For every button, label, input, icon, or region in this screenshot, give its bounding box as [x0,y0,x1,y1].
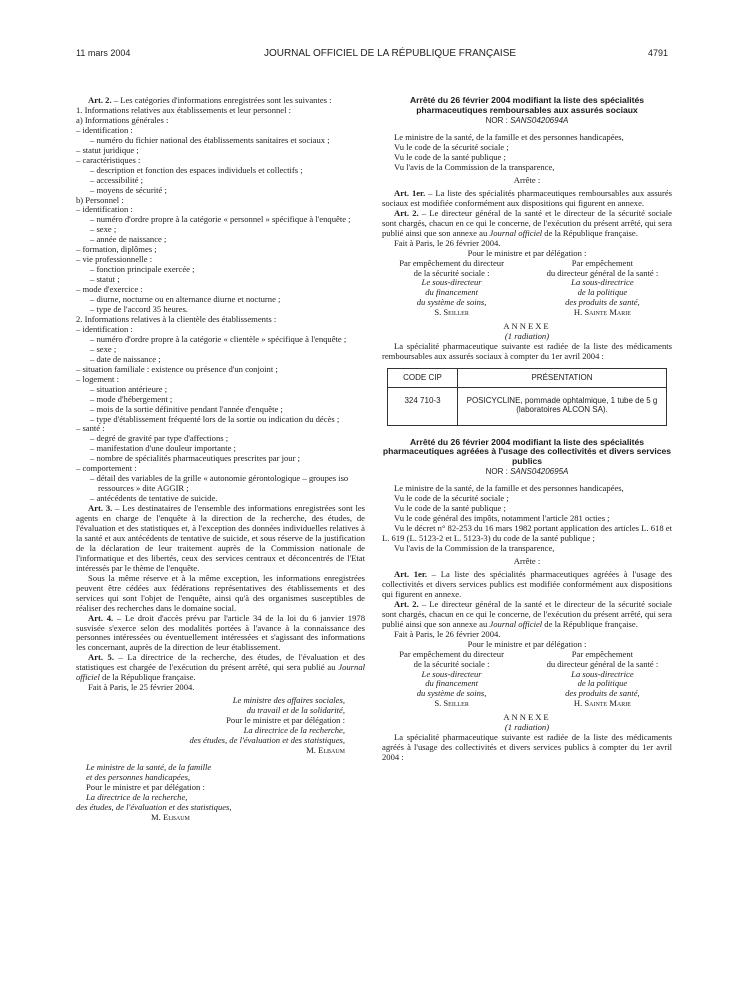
signature-right: Par empêchement du directeur général de la santé : La sous-directrice de la politique des produits de santé, H. Sainte Marie [546,648,659,709]
list-item: 1. Informations relatives aux établissements et leur personnel : [76,104,292,115]
arrete-1-nor: NOR : SANS0420694A [485,116,569,126]
arrete-2-arrete: Arrête : [513,556,541,567]
list-item: – année de naissance ; [90,234,167,245]
arrete-1-arrete: Arrête : [513,174,541,185]
arrete-1-vu-1: Vu le code de la sécurité sociale ; [394,142,509,153]
table-header-code: CODE CIP [388,369,458,388]
list-item: – sexe ; [90,224,117,235]
signature-delegation-2: Pour le ministre et par délégation : [86,781,205,792]
header-page-number: 4791 [647,48,668,58]
list-item: – type de l'accord 35 heures. [90,304,188,315]
list-item: – antécédents de tentative de suicide. [90,493,218,504]
list-item: – logement : [76,373,119,384]
list-item: – numéro d'ordre propre à la catégorie « personnel » spécifique à l'enquête ; [90,214,351,225]
signature-left: Par empêchement du directeur de la sécurité sociale : Le sous-directeur du financement du système de soins, S. Seiller [399,257,504,318]
list-item: – vie professionnelle : [76,254,153,265]
table-header-row [388,369,667,388]
journal-officiel-ref: Journal officiel [76,662,365,683]
list-item: – situation familiale : existence ou présence d'un conjoint ; [76,363,278,374]
table-cell-presentation: POSICYCLINE, pommade ophtalmique, 1 tube de 5 g (laboratoires ALCON SA). [458,387,667,425]
article-label: Art. 4. [88,612,114,623]
list-item: – caractéristiques : [76,154,141,165]
right-column [382,96,672,763]
list-item: – comportement : [76,463,137,474]
arrete-2-annexe-heading: ANNEXE [503,712,551,723]
list-item: – santé : [76,423,105,434]
table-cell-code: 324 710-3 [388,387,458,425]
article-text: – Les catégories d'informations enregistrées sont les suivantes : [111,95,332,105]
list-item: – manifestation d'une douleur importante ; [90,443,236,454]
arrete-2-title: Arrêté du 26 février 2004 modifiant la liste des spécialités pharmaceutiques agréées à l'usage des collectivités et divers services publics [382,436,672,466]
arrete-1-radiation: (1 radiation) [504,331,550,342]
list-item: – numéro du fichier national des établissements sanitaires et sociaux ; [90,134,330,145]
article-text: – Les destinataires de l'ensemble des informations enregistrées sont les agents en charge de l'enquête à la direction de la recherche, des études, de l'évaluation et des statistiques et, à l'exception des données individuelles relatives à la santé et aux antécédents de tentative de suicide, et sous réserve de la justification de la déclaration de leur traitement auprès de la Commission nationale de l'informatique et des libertés, ceux des services centraux et déconcentrés de l'Etat intéressés par le thème de l'enquête. [76,503,365,573]
list-item: – type d'établissement fréquenté lors de la sortie ou indication du décès ; [90,413,340,424]
list-item: – date de naissance ; [90,353,161,364]
arrete-2-signatures [382,650,672,710]
arrete-2-annexe-text: La spécialité pharmaceutique suivante est radiée de la liste des médicaments agréés à l'usage des collectivités et divers services publics à compter du 1er avril 2004 : [382,732,672,763]
arrete-1-art1: Art. 1er. – La liste des spécialités pharmaceutiques remboursables aux assurés sociaux est modifiée conformément aux dispositions qui figurent en annexe. [382,187,672,208]
list-item: – situation antérieure ; [90,383,168,394]
list-item: – numéro d'ordre propre à la catégorie « clientèle » spécifique à l'enquête ; [90,333,347,344]
arrete-1-intro: Le ministre de la santé, de la famille et des personnes handicapées, [394,132,624,143]
list-item: – diurne, nocturne ou en alternance diurne et nocturne ; [90,294,281,305]
signature-name: M. Elbaum [306,744,345,755]
signature-minister-title-2: Le ministre de la santé, de la famille et des personnes handicapées, [86,761,212,782]
radiation-table [387,368,667,426]
arrete-1-annexe-text: La spécialité pharmaceutique suivante est radiée de la liste des médicaments remboursables aux assurés sociaux à compter du 1er avril 2004 : [382,341,672,362]
signature-left: Par empêchement du directeur de la sécurité sociale : Le sous-directeur du financement du système de soins, S. Seiller [399,648,504,709]
article-text: – La directrice de la recherche, des études, de l'évaluation et des statistiques est chargée de l'exécution du présent arrêté, qui sera publié au [76,652,365,673]
list-item: – identification : [76,124,133,135]
fait-a-paris: Fait à Paris, le 25 février 2004. [88,682,195,693]
list-item: – moyens de sécurité ; [90,184,167,195]
list-item: – fonction principale exercée ; [90,264,195,275]
list-item: – statut juridique ; [76,144,139,155]
article-5-paragraph [76,653,365,683]
arrete-1-art2: Art. 2. – Le directeur général de la santé et le directeur de la sécurité sociale sont chargés, chacun en ce qui le concerne, de l'exécution du présent arrêté, qui sera publié ainsi que son annexe au Journal officiel de la République française. [382,207,672,238]
list-item: – formation, diplômes ; [76,244,157,255]
article-text: – Le droit d'accès prévu par l'article 34 de la loi du 6 janvier 1978 susvisée s'exerce selon des modalités portées à l'avance à la connaissance des personnes intéressées ou éventuellement intéressées et s'agissant des informations les concernant, auprès de la direction de leur établissement. [76,612,365,653]
header-date: 11 mars 2004 [76,48,131,58]
arrete-2-nor: NOR : SANS0420695A [485,467,569,477]
list-item: – identification : [76,323,133,334]
article-label: Art. 5. [88,652,114,663]
list-item: 2. Informations relatives à la clientèle des établissements : [76,313,277,324]
arrete-2-intro: Le ministre de la santé, de la famille et des personnes handicapées, [394,483,624,494]
list-item: – description et fonction des espaces individuels et collectifs ; [90,164,303,175]
list-item: – mode d'hébergement ; [90,393,173,404]
arrete-2-radiation: (1 radiation) [504,722,550,733]
arrete-2-art2: Art. 2. – Le directeur général de la santé et le directeur de la sécurité sociale sont chargés, chacun en ce qui le concerne, de l'exécution du présent arrêté, qui sera publié ainsi que son annexe au Journal officiel de la République française. [382,598,672,629]
arrete-2-vu-5: Vu l'avis de la Commission de la transparence, [394,543,555,554]
list-item: – accessibilité ; [90,174,143,185]
list-item: – mois de la sortie définitive pendant l'année d'enquête ; [90,403,283,414]
article-3-paragraph-2: Sous la même réserve et à la même exception, les informations enregistrées peuvent être cédées aux fédérations représentatives des établissements et des services qui sont l'objet de l'enquête, ainsi qu'à des organismes susceptibles de réaliser des recherches dans le domaine social. [76,572,365,613]
categories-list [76,106,365,504]
article-text: de la République française. [99,672,196,683]
article-4-paragraph [76,614,365,654]
article-label: Art. 2. [88,95,112,105]
signature-delegation: Pour le ministre et par délégation : [226,715,345,726]
list-item: – sexe ; [90,343,117,354]
arrete-2-delegation: Pour le ministre et par délégation : [467,638,587,649]
list-item: – identification : [76,204,133,215]
arrete-2-fait: Fait à Paris, le 26 février 2004. [394,628,501,639]
arrete-1-vu-3: Vu l'avis de la Commission de la transparence, [394,162,555,172]
header-journal-title: JOURNAL OFFICIEL DE LA RÉPUBLIQUE FRANÇAISE [263,48,517,59]
list-item: – degré de gravité par type d'affections ; [90,433,229,444]
signature-name-2: M. Elbaum [151,811,190,822]
signature-minister-title: Le ministre des affaires sociales, du travail et de la solidarité, [232,695,345,716]
arrete-1-fait: Fait à Paris, le 26 février 2004. [394,237,501,248]
list-item: – statut ; [90,274,120,285]
list-item: b) Personnel : [76,194,124,205]
list-item: – détail des variables de la grille « autonomie gérontologique – groupes iso ressources » dite AGGIR ; [90,473,349,494]
signature-right: Par empêchement du directeur général de la santé : La sous-directrice de la politique des produits de santé, H. Sainte Marie [546,257,659,318]
arrete-2-vu-2: Vu le code de la santé publique ; [394,503,506,514]
arrete-1-vu-2: Vu le code de la santé publique ; [394,152,506,163]
arrete-1-title: Arrêté du 26 février 2004 modifiant la liste des spécialités pharmaceutiques remboursables aux assurés sociaux [409,95,645,115]
signature-director-title: La directrice de la recherche, des études, de l'évaluation et des statistiques, [189,725,345,745]
arrete-2-vu-1: Vu le code de la sécurité sociale ; [394,493,509,504]
left-column [76,96,365,823]
arrete-2-vu-4: Vu le décret n° 82-253 du 16 mars 1982 portant application des articles L. 618 et L. 619 (L. 5123-2 et L. 5123-3) du code de la santé publique ; [382,523,672,544]
list-item: a) Informations générales : [76,114,169,125]
arrete-1-delegation: Pour le ministre et par délégation : [467,247,587,258]
signature-director-title-2: La directrice de la recherche, des études, de l'évaluation et des statistiques, [76,791,232,812]
arrete-1-signatures [382,259,672,319]
table-header-presentation: PRÉSENTATION [458,369,667,388]
list-item: – nombre de spécialités pharmaceutiques prescrites par jour ; [90,453,300,464]
arrete-1-annexe-heading: ANNEXE [503,321,551,332]
arrete-2-art1: Art. 1er. – La liste des spécialités pharmaceutiques agréées à l'usage des collectivités et divers services publics est modifiée conformément aux dispositions qui figurent en annexe. [382,568,672,599]
arrete-2-vu-3: Vu le code général des impôts, notamment l'article 281 octies ; [394,513,610,524]
list-item: – mode d'exercice : [76,284,143,295]
article-label: Art. 3. [88,503,113,514]
table-row [388,387,667,425]
article-3-paragraph [76,504,365,574]
